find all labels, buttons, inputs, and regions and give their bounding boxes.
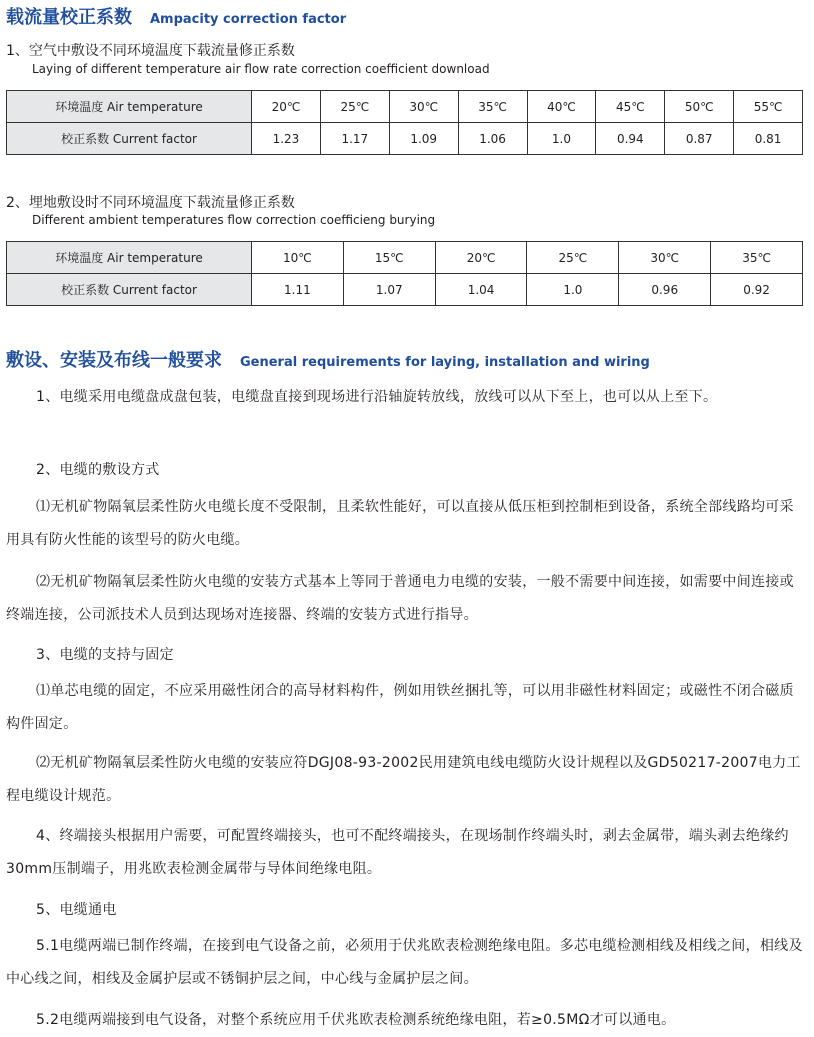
table-cell: 30℃	[619, 242, 711, 274]
table-cell: 45℃	[596, 91, 665, 123]
correction-table-buried	[6, 241, 803, 306]
table-cell: 1.04	[435, 274, 527, 306]
paragraph-energize-system: 5.2电缆两端接到电气设备，对整个系统应用千伏兆欧表检测系统绝缘电阻，若≥0.5MΩ才可以通电。	[36, 1012, 676, 1028]
table-row-temperature	[7, 242, 803, 274]
table-row-factor	[7, 123, 803, 155]
table-cell: 1.23	[252, 123, 321, 155]
section-title-ampacity	[6, 3, 346, 29]
table-row-temperature	[7, 91, 803, 123]
paragraph-support-single-core: ⑴单芯电缆的固定，不应采用磁性闭合的高导材料构件，例如用铁丝捆扎等，可以用非磁性材料固定；或磁性不闭合磁质构件固定。	[6, 683, 794, 732]
table-cell: 50℃	[665, 91, 734, 123]
table-cell: 30℃	[389, 91, 458, 123]
table-cell: 25℃	[527, 242, 619, 274]
table-cell: 0.81	[734, 123, 803, 155]
section-title-en: General requirements for laying, installation and wiring	[240, 355, 650, 370]
row-header-temperature: 环境温度 Air temperature	[7, 242, 252, 274]
table-cell: 40℃	[527, 91, 596, 123]
table-cell: 1.06	[458, 123, 527, 155]
table-cell: 1.17	[320, 123, 389, 155]
row-header-factor: 校正系数 Current factor	[7, 274, 252, 306]
table-cell: 20℃	[252, 91, 321, 123]
correction-table-air	[6, 90, 803, 155]
table-cell: 20℃	[435, 242, 527, 274]
subsection-title-en: Laying of different temperature air flow rate correction coefficient download	[32, 62, 490, 76]
paragraph-heading-laying: 2、电缆的敷设方式	[36, 462, 160, 478]
table-cell: 0.96	[619, 274, 711, 306]
table-cell: 55℃	[734, 91, 803, 123]
table-cell: 0.94	[596, 123, 665, 155]
table-cell: 1.0	[527, 274, 619, 306]
section-title-zh: 载流量校正系数	[6, 7, 132, 28]
table-cell: 1.11	[252, 274, 344, 306]
section-title-requirements	[6, 346, 650, 372]
table-cell: 15℃	[343, 242, 435, 274]
paragraph-heading-support: 3、电缆的支持与固定	[36, 647, 174, 663]
section-title-zh: 敷设、安装及布线一般要求	[6, 350, 222, 371]
paragraph-cable-packaging: 1、电缆采用电缆盘成盘包装，电缆盘直接到现场进行沿轴旋转放线，放线可以从下至上，也可以从上至下。	[36, 389, 718, 405]
section-title-en: Ampacity correction factor	[150, 12, 347, 27]
table-cell: 1.0	[527, 123, 596, 155]
subsection-title-zh: 2、埋地敷设时不同环境温度下载流量修正系数	[6, 195, 295, 211]
paragraph-terminal-joint: 4、终端接头根据用户需要，可配置终端接头，也可不配终端接头，在现场制作终端头时，剥去金属带，端头剥去绝缘约30mm压制端子，用兆欧表检测金属带与导体间绝缘电阻。	[6, 828, 789, 877]
paragraph-laying-install: ⑵无机矿物隔氧层柔性防火电缆的安装方式基本上等同于普通电力电缆的安装，一般不需要中间连接，如需要中间连接或终端连接，公司派技术人员到达现场对连接器、终端的安装方式进行指导。	[6, 574, 794, 623]
table-cell: 35℃	[458, 91, 527, 123]
table-row-factor	[7, 274, 803, 306]
row-header-factor: 校正系数 Current factor	[7, 123, 252, 155]
table-cell: 1.07	[343, 274, 435, 306]
row-header-temperature: 环境温度 Air temperature	[7, 91, 252, 123]
table-cell: 0.92	[711, 274, 803, 306]
subsection-title-en: Different ambient temperatures flow correction coefficieng burying	[32, 213, 436, 227]
table-cell: 35℃	[711, 242, 803, 274]
subsection-title-zh: 1、空气中敷设不同环境温度下载流量修正系数	[6, 43, 295, 59]
paragraph-support-standard: ⑵无机矿物隔氧层柔性防火电缆的安装应符DGJ08-93-2002民用建筑电线电缆防火设计规程以及GD50217-2007电力工程电缆设计规范。	[6, 755, 801, 804]
table-cell: 10℃	[252, 242, 344, 274]
paragraph-heading-energize: 5、电缆通电	[36, 902, 117, 918]
table-cell: 0.87	[665, 123, 734, 155]
table-cell: 1.09	[389, 123, 458, 155]
table-cell: 25℃	[320, 91, 389, 123]
paragraph-laying-length: ⑴无机矿物隔氧层柔性防火电缆长度不受限制，且柔软性能好，可以直接从低压柜到控制柜到设备，系统全部线路均可采用具有防火性能的该型号的防火电缆。	[6, 499, 794, 548]
paragraph-energize-insulation: 5.1电缆两端已制作终端，在接到电气设备之前，必须用于伏兆欧表检测绝缘电阻。多芯电缆检测相线及相线之间，相线及中心线之间，相线及金属护层或不锈铜护层之间，中心线与金属护层之间。	[6, 938, 803, 987]
